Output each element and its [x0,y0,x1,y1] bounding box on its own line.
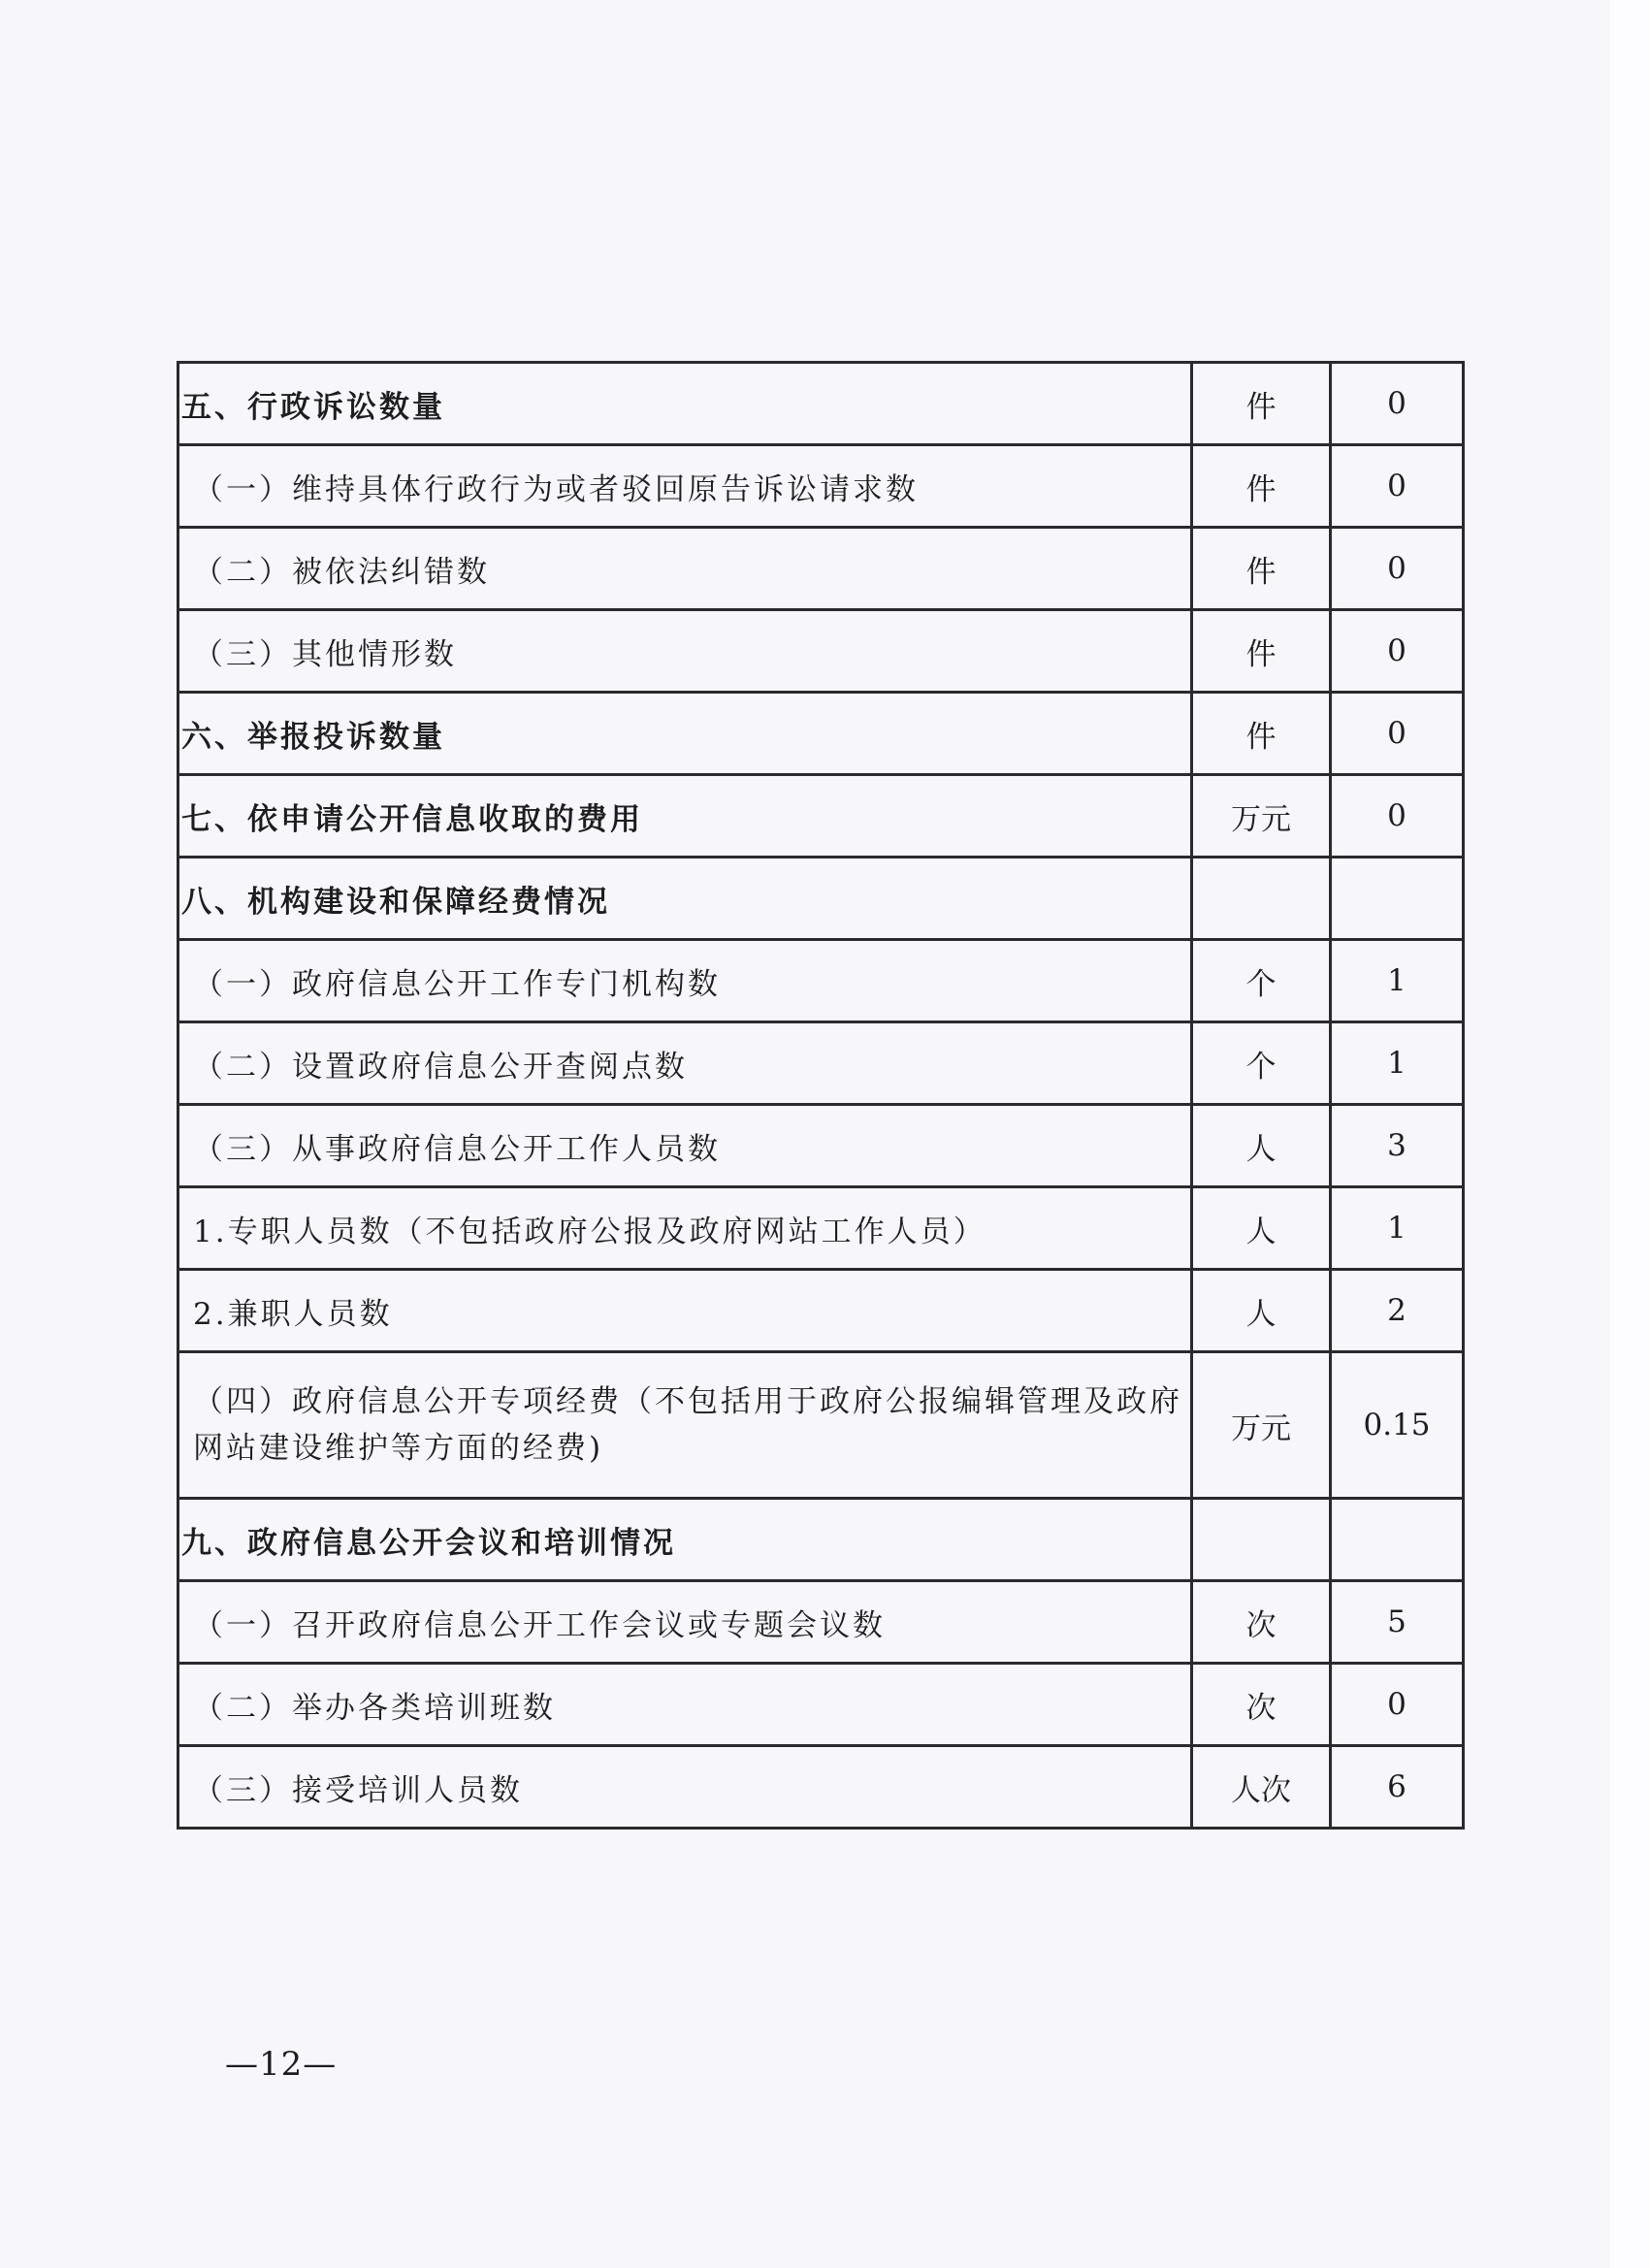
row-value: 1 [1331,1187,1464,1270]
row-unit: 件 [1192,610,1331,693]
row-unit [1192,858,1331,940]
row-unit: 件 [1192,445,1331,528]
row-value: 2 [1331,1270,1464,1352]
row-unit: 次 [1192,1581,1331,1664]
row-label: 七、依申请公开信息收取的费用 [178,775,1192,858]
row-value: 1 [1331,1022,1464,1105]
table-row [178,1187,1464,1270]
row-value [1331,858,1464,940]
row-unit: 人次 [1192,1746,1331,1829]
row-label: （一）政府信息公开工作专门机构数 [178,940,1192,1022]
table-row [178,445,1464,528]
row-value: 0 [1331,1664,1464,1746]
table-row [178,1499,1464,1581]
row-unit: 万元 [1192,1352,1331,1499]
page-number: —12— [225,2045,338,2084]
row-unit: 件 [1192,693,1331,775]
table-row [178,1352,1464,1499]
row-unit: 人 [1192,1187,1331,1270]
row-value: 0 [1331,528,1464,610]
table-row [178,775,1464,858]
row-label: （二）设置政府信息公开查阅点数 [178,1022,1192,1105]
row-value: 1 [1331,940,1464,1022]
row-unit: 个 [1192,1022,1331,1105]
row-value [1331,1499,1464,1581]
row-unit: 个 [1192,940,1331,1022]
row-label: 九、政府信息公开会议和培训情况 [178,1499,1192,1581]
table-row [178,858,1464,940]
row-label: （三）接受培训人员数 [178,1746,1192,1829]
table-row [178,1105,1464,1187]
table-row [178,1581,1464,1664]
row-label: （三）其他情形数 [178,610,1192,693]
row-label: （二）举办各类培训班数 [178,1664,1192,1746]
row-value: 0 [1331,775,1464,858]
row-unit: 万元 [1192,775,1331,858]
row-value: 0 [1331,693,1464,775]
table-row [178,528,1464,610]
table-row [178,363,1464,445]
row-unit [1192,1499,1331,1581]
row-value: 0 [1331,445,1464,528]
table-row [178,940,1464,1022]
table-row [178,693,1464,775]
row-label: （三）从事政府信息公开工作人员数 [178,1105,1192,1187]
row-unit: 件 [1192,528,1331,610]
statistics-table-body [178,363,1464,1829]
row-value: 3 [1331,1105,1464,1187]
table-row [178,1022,1464,1105]
scan-edge [1610,0,1649,2268]
row-unit: 人 [1192,1270,1331,1352]
row-label: 六、举报投诉数量 [178,693,1192,775]
row-label: 2.兼职人员数 [178,1270,1192,1352]
row-value: 6 [1331,1746,1464,1829]
row-label: 八、机构建设和保障经费情况 [178,858,1192,940]
row-unit: 次 [1192,1664,1331,1746]
row-label: （一）维持具体行政行为或者驳回原告诉讼请求数 [178,445,1192,528]
row-value: 0 [1331,363,1464,445]
row-label: （四）政府信息公开专项经费（不包括用于政府公报编辑管理及政府网站建设维护等方面的经费) [178,1352,1192,1499]
row-label: 五、行政诉讼数量 [178,363,1192,445]
table-row [178,1746,1464,1829]
row-label: 1.专职人员数（不包括政府公报及政府网站工作人员） [178,1187,1192,1270]
row-label: （二）被依法纠错数 [178,528,1192,610]
row-value: 0 [1331,610,1464,693]
row-unit: 人 [1192,1105,1331,1187]
statistics-table [177,361,1465,1830]
row-unit: 件 [1192,363,1331,445]
row-label: （一）召开政府信息公开工作会议或专题会议数 [178,1581,1192,1664]
row-value: 0.15 [1331,1352,1464,1499]
table-row [178,1664,1464,1746]
table-row [178,1270,1464,1352]
row-value: 5 [1331,1581,1464,1664]
table-row [178,610,1464,693]
